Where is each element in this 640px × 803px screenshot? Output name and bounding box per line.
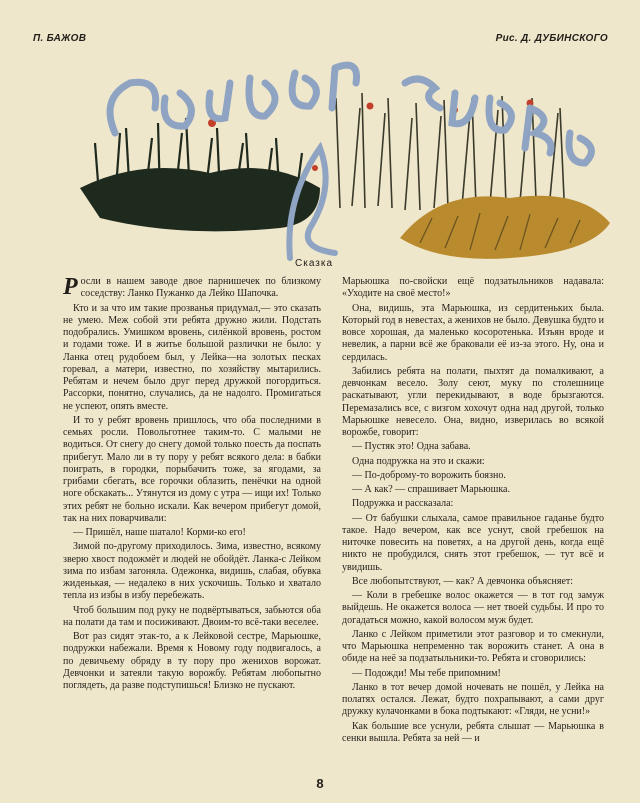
paragraph: Марьюшка по-свойски ещё подзатыльников надавала: «Уходите на своё место!» [342,276,604,300]
paragraph: Ланко с Лейком приметили этот разговор и то смекнули, что Марьюшка непременно так ворожить станет. А она в обиде на неё за подзатыльники-то. Ребята и сговорились: [342,628,604,665]
paragraph: Зимой по-другому приходилось. Зима, известно, всякому зверю хвост подожмёт и людей не обойдёт. Ланка-с Лейком зима по избам загоняла. Одежонка, видишь, слабая, обувка жиденькая, — недалеко в них ускочишь. Только и хватало тепла из избы в избу перебежать. [63,541,321,602]
paragraph: — Коли в гребешке волос окажется — в тот год замуж выйдешь. Не окажется волоса — нет твоей судьбы. И про то догадаться можно, какой волосом муж будет. [342,590,604,626]
grass-and-snake-drawing [60,38,620,268]
paragraph: — Подожди! Мы тебе припомним! [352,667,501,679]
paragraph: Вот раз сидят этак-то, а к Лейковой сестре, Марьюшке, подружки набежали. Время к Новому году подвигалось, а по девичьему обряду в ту пору про женихов ворожат. Девчонки и затеяли такую ворожбу. Ребятам любопытно поглядеть, да разве подступишься! Близко не пускают. [63,631,321,691]
paragraph: Все любопытствуют, — как? А девчонка объясняет: [352,575,574,587]
drop-cap: Р [63,274,78,300]
paragraph: — По-доброму-то ворожить боязно. [352,469,506,481]
paragraph: — А как? — спрашивает Марьюшка. [352,484,510,495]
paragraph: И то у ребят вровень пришлось, что оба последними в семьях росли. Повольготнее таким-то. С малыми не водиться. От снегу до снегу домой только поесть да поспать прибегут. Мало ли в ту пору у ребят всякого дела: в бабки поиграть, в городки, порыбачить тоже, за ягодами, за грибами сбегать, все горочки облазить, пенёчки на одной ноге обскакать... Утянутся из дому с утра — ищи их! Только этих ребят не больно искали. Как вечером прибегут домой, так на них поварчивали: [63,414,321,524]
paragraph: — От бабушки слыхала, самое правильное гаданье будто такое. Надо вечером, как все уснут, свой гребешок на ниточке повесить на поветях, а на другой день, когда ещё никто не пробудился, снять этот гребешок, — тут всё и увидишь. [342,512,604,573]
paragraph: Ланко в тот вечер домой ночевать не пошёл, у Лейка на полатях остался. Лежат, будто похрапывают, а сами друг дружку кулачонками в бока подтыкают: «Гляди, не усни!» [342,681,604,718]
illustrator-credit: Рис. Д. ДУБИНСКОГО [495,33,608,44]
text-column-left [63,276,321,694]
page-number: 8 [316,776,324,791]
paragraph: Как большие все уснули, ребята слышат — Марьюшка в сенки вышла. Ребята за ней — и [342,720,604,744]
paragraph: Забились ребята на полати, пыхтят да помалкивают, а девчонкам весело. Золу сеют, муку по столешнице раскатывают, угли перекидывают, в воде брызгаются. Перемазались все, с визгом хохочут одна над другой, только Марьюшке невесело. Она, видно, изверилась во всякой ворожбе, говорит: [342,365,604,438]
paragraph: Подружка и рассказала: [352,498,454,510]
paragraph: Она, видишь, эта Марьюшка, из сердитеньких была. Который год в невестах, а женихов не было. Девушка будто и вовсе хорошая, да маленько косоротенька. Изъян вроде и невелик, а парни всё же браковали её из-за этого. Ну, она и сердилась. [342,302,604,363]
paragraph: — Пришёл, наше шатало! Корми-ко его! [73,527,246,538]
paragraph: — Пустяк это! Одна забава. [352,441,471,453]
paragraph: Росли в нашем заводе двое парнишечек по близкому соседству: Ланко Пужанко да Лейко Шапочка. [63,274,321,300]
text-column-right [342,276,604,747]
paragraph: Кто и за что им такие прозванья придумал,— это сказать не умею. Меж собой эти ребята дружно жили. Подстать подобрались. Умишком вровень, силёнкой вровень, ростом и годами тоже. И в житье большой различки не было: у Ланка отец рудобоем был, у Лейка—на золотых песках горевал, а матери, известно, по хозяйству мытарились. Ребятам и нечем было друг перед дружкой погордиться. Рассорки, понятно, случались, да не надолго. Промигаться не успеют, опять вместе. [63,302,321,412]
paragraph: Чтоб большим под руку не подвёртываться, забьются оба на полати да там и посиживают. Двоим-то всё-таки веселее. [63,604,321,628]
story-subtitle: Сказка [295,258,334,269]
author-name: П. БАЖОВ [33,33,87,44]
paragraph: Одна подружка на это и скажи: [352,455,485,467]
title-illustration [60,38,620,268]
